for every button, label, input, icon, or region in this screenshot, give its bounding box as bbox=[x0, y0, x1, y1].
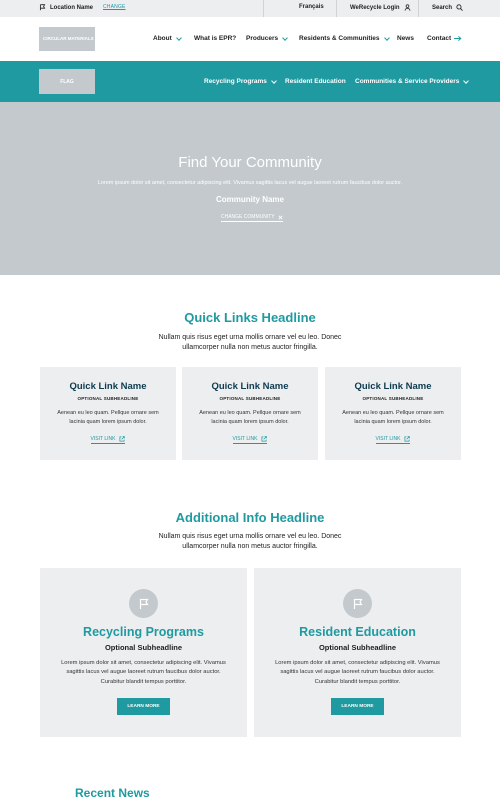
quick-link-title: Quick Link Name bbox=[354, 381, 432, 392]
quick-link-description: Aenean eu leo quam. Pellque ornare sem lacinia quam lorem ipsum dolor. bbox=[342, 410, 444, 425]
nav-label: What is EPR? bbox=[194, 35, 237, 42]
quick-link-card bbox=[325, 367, 461, 460]
nav-about[interactable] bbox=[153, 35, 181, 42]
quick-link-subheadline: OPTIONAL SUBHEADLINE bbox=[362, 396, 424, 401]
additional-info-headline: Additional Info Headline bbox=[175, 510, 325, 525]
subnav-label: Resident Education bbox=[285, 78, 346, 85]
external-link-icon bbox=[261, 436, 267, 442]
quick-link-card bbox=[40, 367, 176, 460]
chevron-down-icon bbox=[176, 35, 182, 41]
flag-icon bbox=[343, 589, 372, 618]
nav-producers[interactable] bbox=[246, 35, 287, 42]
nav-label: Contact bbox=[427, 35, 452, 42]
nav-what-is-epr[interactable] bbox=[194, 35, 236, 42]
location-selector[interactable] bbox=[39, 4, 93, 11]
change-community-label: CHANGE COMMUNITY bbox=[221, 214, 275, 220]
info-card-subheadline: Optional Subheadline bbox=[104, 643, 183, 652]
visit-link[interactable] bbox=[376, 436, 411, 444]
quick-link-card bbox=[182, 367, 318, 460]
site-logo[interactable]: CIRCULAR MATERIALS bbox=[39, 27, 95, 51]
subnav-label: Recycling Programs bbox=[204, 78, 267, 85]
additional-info-intro: Nullam quis risus eget urna mollis ornare vel eu leo. Donec ullamcorper nulla non metus auctor fringilla. bbox=[158, 533, 342, 551]
subnav-communities-service-providers[interactable] bbox=[355, 78, 468, 85]
community-name: Community Name bbox=[215, 195, 284, 204]
chevron-down-icon bbox=[271, 78, 277, 84]
quick-links-intro: Nullam quis risus eget urna mollis ornare vel eu leo. Donec ullamcorper nulla non metus auctor fringilla. bbox=[158, 334, 342, 352]
quick-link-title: Quick Link Name bbox=[69, 381, 147, 392]
divider bbox=[336, 0, 337, 17]
search-button[interactable] bbox=[432, 4, 463, 11]
quick-links-headline: Quick Links Headline bbox=[184, 310, 316, 325]
nav-news[interactable] bbox=[397, 35, 414, 42]
hero-section bbox=[0, 102, 500, 275]
nav-residents-communities[interactable] bbox=[299, 35, 389, 42]
location-label: Location Name bbox=[50, 4, 94, 11]
visit-link-label: VISIT LINK bbox=[375, 436, 401, 442]
nav-label: About bbox=[153, 35, 172, 42]
user-icon bbox=[404, 4, 411, 11]
info-card bbox=[254, 568, 461, 737]
info-card-subheadline: Optional Subheadline bbox=[318, 643, 397, 652]
nav-label: Residents & Communities bbox=[299, 35, 380, 42]
language-toggle[interactable]: Français bbox=[299, 4, 324, 10]
search-icon bbox=[456, 4, 463, 11]
quick-link-subheadline: OPTIONAL SUBHEADLINE bbox=[77, 396, 139, 401]
flag-icon bbox=[129, 589, 158, 618]
main-navigation bbox=[0, 17, 500, 61]
learn-more-button[interactable]: LEARN MORE bbox=[331, 698, 384, 715]
visit-link[interactable] bbox=[233, 436, 268, 444]
info-card-description: Lorem ipsum dolor sit amet, consectetur adipiscing elit. Vivamus sagittis lacus vel augue laoreet rutrum faucibus dolor auctor. Curabitur blandit tempus porttitor. bbox=[275, 660, 440, 685]
subnav-recycling-programs[interactable] bbox=[204, 78, 276, 85]
quick-link-subheadline: OPTIONAL SUBHEADLINE bbox=[219, 396, 281, 401]
external-link-icon bbox=[119, 436, 125, 442]
visit-link-label: VISIT LINK bbox=[232, 436, 258, 442]
chevron-down-icon bbox=[384, 35, 390, 41]
section-flag: FLAG bbox=[39, 69, 95, 94]
external-link-icon bbox=[404, 436, 410, 442]
nav-label: News bbox=[397, 35, 414, 42]
chevron-down-icon bbox=[282, 35, 288, 41]
nav-label: Producers bbox=[246, 35, 279, 42]
login-link[interactable] bbox=[350, 4, 411, 11]
divider bbox=[418, 0, 419, 17]
change-community-link[interactable] bbox=[221, 214, 283, 222]
quick-link-description: Aenean eu leo quam. Pellque ornare sem lacinia quam lorem ipsum dolor. bbox=[57, 410, 159, 425]
flag-icon bbox=[39, 4, 46, 11]
subnav-resident-education[interactable] bbox=[285, 78, 346, 85]
visit-link[interactable] bbox=[91, 436, 126, 444]
info-card bbox=[40, 568, 247, 737]
hero-title: Find Your Community bbox=[178, 154, 322, 171]
close-icon bbox=[278, 215, 283, 220]
visit-link-label: VISIT LINK bbox=[90, 436, 116, 442]
quick-link-title: Quick Link Name bbox=[211, 381, 289, 392]
chevron-down-icon bbox=[464, 78, 470, 84]
arrow-right-icon bbox=[454, 35, 462, 42]
nav-contact[interactable] bbox=[427, 35, 462, 42]
hero-lead: Lorem ipsum dolor sit amet, consectetur adipiscing elit. Vivamus sagittis lacus vel augue laoreet rutrum faucibus dolor auctor. bbox=[97, 180, 403, 186]
subnav-label: Communities & Service Providers bbox=[355, 78, 460, 85]
info-card-title: Recycling Programs bbox=[83, 625, 204, 639]
divider bbox=[263, 0, 264, 17]
search-label: Search bbox=[432, 4, 453, 11]
section-subnav bbox=[0, 61, 500, 102]
change-location-link[interactable]: CHANGE bbox=[103, 4, 126, 10]
quick-link-description: Aenean eu leo quam. Pellque ornare sem lacinia quam lorem ipsum dolor. bbox=[199, 410, 301, 425]
info-card-title: Resident Education bbox=[299, 625, 416, 639]
utility-bar bbox=[0, 0, 500, 17]
recent-news-headline: Recent News bbox=[75, 786, 150, 800]
login-label: WeRecycle Login bbox=[350, 4, 400, 11]
learn-more-button[interactable]: LEARN MORE bbox=[117, 698, 170, 715]
info-card-description: Lorem ipsum dolor sit amet, consectetur adipiscing elit. Vivamus sagittis lacus vel augue laoreet rutrum faucibus dolor auctor. Curabitur blandit tempus porttitor. bbox=[61, 660, 226, 685]
